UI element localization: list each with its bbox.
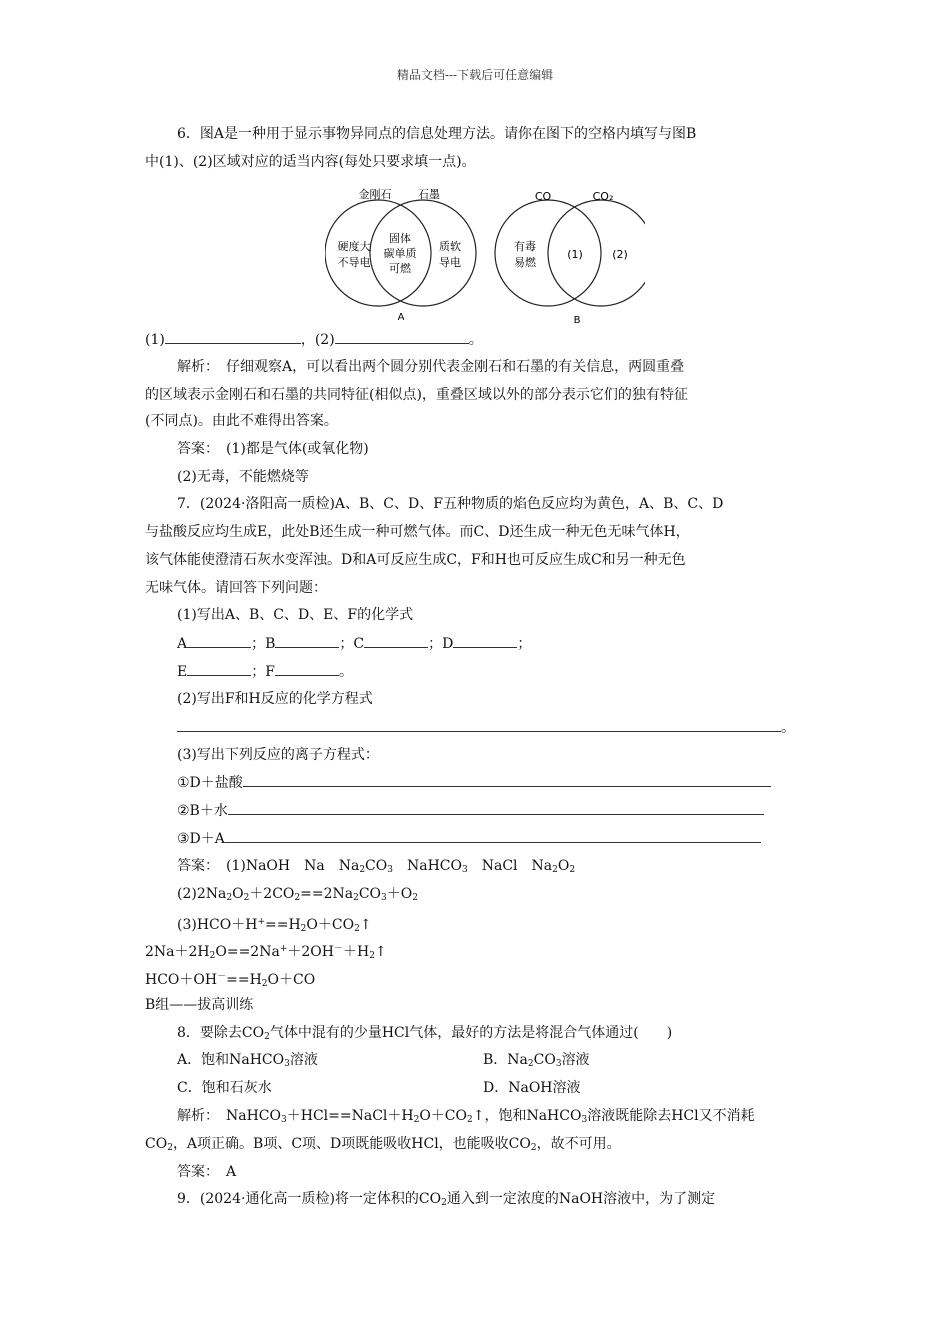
ans4-part: ↑ [374, 944, 387, 960]
venn-b-left-l2: 易燃 [514, 256, 536, 269]
option-b-text: 溶液 [561, 1052, 590, 1068]
sub: 2 [264, 1032, 270, 1042]
ans1-part: NaHCO [392, 858, 462, 874]
label-f: ；F [251, 664, 275, 680]
q8-analysis-part: 溶液既能除去HCl又不消耗 [587, 1108, 755, 1124]
q8-analysis-part: 解析： NaHCO [177, 1108, 281, 1124]
q6-fill-line [145, 329, 483, 350]
venn-b-caption: B [573, 315, 581, 326]
fill-1-blank[interactable] [165, 329, 301, 344]
venn-a-label-left: 金刚石 [358, 188, 392, 201]
q7-p2-answer-line [177, 717, 795, 738]
sub: 2 [467, 1115, 473, 1125]
q6-analysis-l2: 的区域表示金刚石和石墨的共同特征(相似点)，重叠区域以外的部分表示它们的独有特征 [145, 387, 688, 403]
ans1-part: O [557, 858, 570, 874]
fill-1-label: (1) [145, 332, 165, 348]
q8-analysis-l1 [177, 1106, 755, 1130]
sup: － [333, 944, 343, 954]
reaction-2-label: ②B＋水 [177, 803, 228, 819]
option-b[interactable] [483, 1050, 590, 1074]
label-a: A [177, 636, 188, 652]
ans5-part: HCO＋OH [145, 972, 218, 988]
ans4-part: 2Na＋2H [145, 944, 210, 960]
venn-b-right-circle [548, 200, 645, 306]
sub: 2 [226, 893, 233, 903]
sub: 3 [381, 893, 387, 903]
sub: 2 [294, 893, 301, 903]
blank-e[interactable] [187, 661, 251, 676]
q6-answer-l2: (2)无毒，不能燃烧等 [177, 469, 309, 485]
sup: + [279, 944, 288, 954]
venn-a-right-l1: 质软 [439, 240, 461, 253]
q8-answer: 答案： A [177, 1164, 237, 1180]
blank-b[interactable] [275, 633, 339, 648]
q8-analysis-l2 [145, 1134, 621, 1158]
ans2-part: (2)2Na [177, 886, 227, 902]
venn-b-left-l1: 有毒 [514, 240, 536, 253]
blank-d[interactable] [453, 633, 517, 648]
option-a[interactable] [177, 1052, 318, 1068]
label-e: E [177, 664, 188, 680]
ans3-part: O＋CO [306, 917, 355, 933]
sub: 2 [412, 893, 418, 903]
q7-answer-5 [145, 967, 315, 994]
venn-a-right-l2: 导电 [439, 256, 461, 269]
q8-analysis-part: ，A项正确。B项、C项、D项既能吸收HCl，也能吸收CO [172, 1136, 531, 1152]
ans2-part: ==2Na [300, 886, 354, 902]
ans1-part: NaCl Na [467, 858, 553, 874]
ans4-part: O==2Na [215, 944, 280, 960]
q8-stem [177, 1023, 672, 1047]
sup: － [217, 972, 227, 982]
venn-b-right: (2) [612, 248, 628, 261]
q7-r2 [177, 800, 764, 821]
q6-analysis-l1: 解析： 仔细观察A，可以看出两个圆分别代表金刚石和石墨的有关信息，两圆重叠 [177, 359, 685, 375]
q7-p2: (2)写出F和H反应的化学方程式 [177, 691, 373, 707]
q6-analysis-l3: (不同点)。由此不难得出答案。 [145, 413, 338, 429]
ans5-part: O＋CO [267, 972, 316, 988]
ans5-part: ==H [226, 972, 262, 988]
ans2-part: CO [358, 886, 382, 902]
ans1-part: (1)NaOH Na Na [226, 858, 360, 874]
sub: 2 [413, 1115, 420, 1125]
answer-label: 答案： [177, 858, 212, 874]
reaction-3-label: ③D＋A [177, 831, 225, 847]
reaction-2-blank[interactable] [228, 800, 764, 815]
period: 。 [781, 720, 795, 736]
option-a-text: 溶液 [289, 1052, 318, 1068]
q7-l2: 与盐酸反应均生成E，此处B还生成一种可燃气体。而C、D还生成一种无色无味气体H， [145, 524, 690, 540]
reaction-1-blank[interactable] [243, 772, 771, 787]
venn-a-caption: A [397, 312, 405, 323]
q6-line1: 6．图A是一种用于显示事物异同点的信息处理方法。请你在图下的空格内填写与图B [177, 126, 697, 142]
ans2-part: ＋2CO [249, 886, 295, 902]
blank-f[interactable] [275, 661, 339, 676]
ans2-part: ＋O [386, 886, 413, 902]
q9-stem [177, 1189, 715, 1213]
q8-analysis-part: ＋HCl==NaCl＋H [286, 1108, 414, 1124]
q7-p3: (3)写出下列反应的离子方程式： [177, 747, 379, 763]
sub: 3 [461, 865, 468, 875]
label-d: ；D [428, 636, 454, 652]
page-header: 精品文档---下载后可任意编辑 [396, 68, 554, 82]
q9-stem-part: 通入到一定浓度的NaOH溶液中，为了测定 [446, 1191, 716, 1207]
q8-stem-part: 气体中混有的少量HCl气体，最好的方法是将混合气体通过( ) [269, 1025, 673, 1041]
option-a-text: A．饱和NaHCO [177, 1052, 285, 1068]
q8-analysis-part: ↑，饱和NaHCO [472, 1108, 582, 1124]
group-b-heading: B组——拔高训练 [145, 997, 254, 1013]
q7-formula-row2 [177, 661, 353, 682]
reaction-3-blank[interactable] [225, 828, 761, 843]
semicolon: ； [517, 636, 532, 652]
venn-a-mid-l3: 可燃 [389, 262, 411, 275]
q6-line2: 中(1)、(2)区域对应的适当内容(每处只要求填一点)。 [145, 154, 476, 170]
venn-b-label-right: CO₂ [592, 190, 614, 203]
sub: 2 [353, 893, 359, 903]
q7-l3: 该气体能使澄清石灰水变浑浊。D和A可反应生成C，F和H也可反应生成C和另一种无色 [145, 552, 686, 568]
q7-answer-4 [145, 939, 387, 966]
fill-2-label: ，(2) [300, 332, 335, 348]
q7-formula-row1 [177, 633, 531, 654]
q7-answer-2 [177, 884, 418, 908]
q7-l4: 无味气体。请回答下列问题： [145, 580, 327, 596]
venn-b-mid: (1) [567, 248, 583, 261]
venn-a-mid-l2: 碳单质 [383, 247, 417, 260]
q7-answer-1 [177, 856, 575, 880]
sub: 2 [369, 951, 375, 961]
venn-a-left-l2: 不导电 [337, 256, 371, 269]
sub: 2 [209, 951, 216, 961]
sub: 2 [300, 924, 307, 934]
sub: 2 [261, 979, 268, 989]
sub: 2 [167, 1143, 173, 1153]
sub: 3 [284, 1059, 290, 1069]
label-c: ；C [339, 636, 365, 652]
sub: 2 [530, 1143, 537, 1153]
sub: 2 [441, 1198, 447, 1208]
option-c[interactable]: C．饱和石灰水 [177, 1080, 272, 1096]
q7-answer-3 [177, 912, 372, 939]
ans3-part: (3)HCO＋H [177, 917, 258, 933]
equation-blank[interactable] [177, 717, 781, 732]
sup: + [257, 917, 265, 927]
option-b-text: B．Na [483, 1052, 528, 1068]
venn-a-left-l1: 硬度大 [337, 240, 371, 253]
q8-analysis-part: CO [145, 1136, 168, 1152]
ans2-part: O [232, 886, 244, 902]
sub: 3 [281, 1115, 287, 1125]
ans4-part: ＋H [342, 944, 370, 960]
q8-options-row1 [177, 1050, 318, 1074]
venn-b-label-left: CO [534, 190, 552, 203]
q9-stem-part: 9．(2024·通化高一质检)将一定体积的CO [177, 1191, 442, 1207]
q7-r1 [177, 772, 771, 793]
sub: 2 [569, 865, 576, 875]
q7-r3 [177, 828, 761, 849]
q7-p1: (1)写出A、B、C、D、E、F的化学式 [177, 607, 414, 623]
period: 。 [338, 664, 353, 680]
ans1-part: CO [365, 858, 388, 874]
ans4-part: ＋2OH [287, 944, 334, 960]
sub: 2 [243, 893, 250, 903]
reaction-1-label: ①D＋盐酸 [177, 775, 243, 791]
sub: 2 [527, 1059, 534, 1069]
blank-a[interactable] [187, 633, 251, 648]
option-d[interactable]: D．NaOH溶液 [483, 1080, 581, 1096]
sub: 2 [354, 924, 360, 934]
venn-a-label-right: 石墨 [418, 188, 440, 201]
fill-end: 。 [468, 332, 483, 348]
option-b-text: CO [533, 1052, 556, 1068]
q8-analysis-part: O＋CO [419, 1108, 467, 1124]
ans3-part: ==H [265, 917, 301, 933]
venn-a-mid-l1: 固体 [389, 232, 411, 245]
sub: 2 [552, 865, 558, 875]
ans3-part: ↑ [359, 917, 372, 933]
sub: 2 [359, 865, 366, 875]
sub: 3 [387, 865, 393, 875]
label-b: ；B [251, 636, 276, 652]
q8-analysis-part: ，故不可用。 [536, 1136, 621, 1152]
venn-diagrams [325, 183, 645, 328]
q8-stem-part: 8．要除去CO [177, 1025, 265, 1041]
q7-l1: 7．(2024·洛阳高一质检)A、B、C、D、F五种物质的焰色反应均为黄色，A、B、C、D [177, 496, 724, 512]
sub: 3 [555, 1059, 562, 1069]
blank-c[interactable] [364, 633, 428, 648]
sub: 3 [581, 1115, 588, 1125]
q6-answer-l1: 答案： (1)都是气体(或氧化物) [177, 441, 369, 457]
fill-2-blank[interactable] [335, 329, 469, 344]
